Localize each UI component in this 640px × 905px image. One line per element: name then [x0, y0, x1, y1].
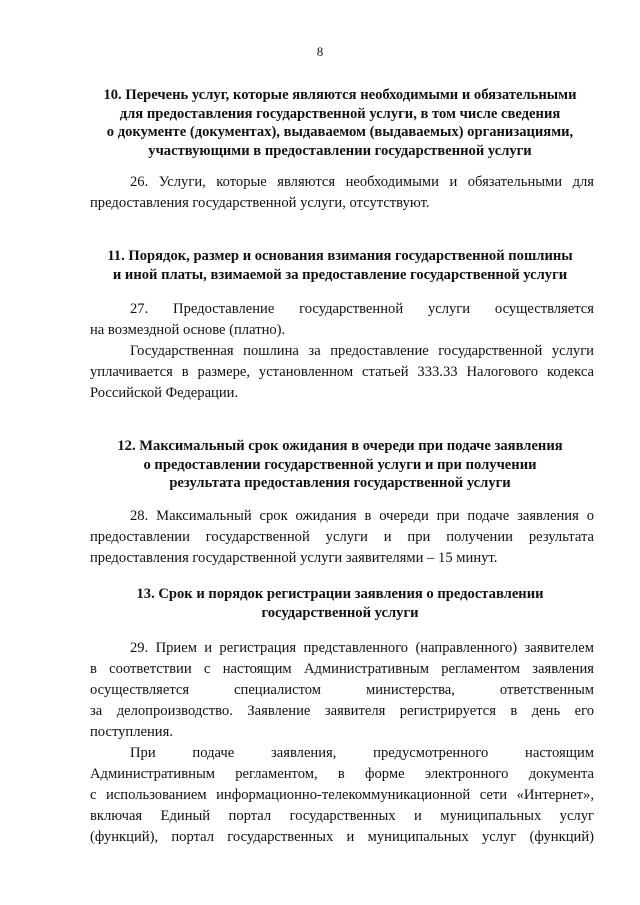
text-line: (функций), портал государственных и муниципальных услуг (функций): [90, 829, 594, 845]
text-line: поступления.: [90, 724, 173, 740]
section-11-heading: [80, 247, 600, 284]
text-line: 26. Услуги, которые являются необходимыми и обязательными для: [130, 174, 594, 190]
text-line: Административным регламентом, в форме электронного документа: [90, 766, 594, 782]
paragraph-26: [90, 172, 594, 214]
text-line: 28. Максимальный срок ожидания в очереди при подаче заявления о: [130, 508, 594, 524]
text-line: предоставлении государственной услуги и при получении результата: [90, 529, 594, 545]
text-line: Российской Федерации.: [90, 385, 239, 401]
section-13-heading: [80, 585, 600, 622]
paragraph-27: [90, 299, 594, 341]
text-line: предоставления государственной услуги заявителями – 15 минут.: [90, 550, 498, 566]
text-line: При подаче заявления, предусмотренного настоящим: [130, 745, 594, 761]
paragraph-29: [90, 638, 594, 743]
heading-line: о документе (документах), выдаваемом (выдаваемых) организациями,: [106, 124, 574, 140]
heading-line: результата предоставления государственной услуги: [169, 475, 511, 491]
paragraph-28: [90, 506, 594, 569]
heading-line: 10. Перечень услуг, которые являются необходимыми и обязательными: [103, 87, 577, 103]
text-line: за делопроизводство. Заявление заявителя регистрируется в день его: [90, 703, 594, 719]
page-number: 8: [316, 44, 324, 59]
text-line: уплачивается в размере, установленном статьей 333.33 Налогового кодекса: [90, 364, 594, 380]
heading-line: участвующими в предоставлении государственной услуги: [148, 142, 532, 159]
section-10-heading: [80, 86, 600, 160]
paragraph-27-fee: [90, 341, 594, 404]
heading-line: о предоставлении государственной услуги и при получении: [143, 456, 537, 473]
section-12-heading: [80, 437, 600, 493]
heading-line: 13. Срок и порядок регистрации заявления о предоставлении: [136, 586, 544, 602]
heading-line: 11. Порядок, размер и основания взимания государственной пошлины: [107, 248, 573, 264]
text-line: 29. Прием и регистрация представленного (направленного) заявителем: [130, 640, 594, 656]
heading-line: для предоставления государственной услуги, в том числе сведения: [119, 105, 561, 122]
text-line: 27. Предоставление государственной услуги осуществляется: [130, 301, 594, 317]
paragraph-29-electronic: [90, 743, 594, 848]
heading-line: 12. Максимальный срок ожидания в очереди при подаче заявления: [117, 438, 563, 454]
text-line: Государственная пошлина за предоставление государственной услуги: [130, 343, 594, 359]
text-line: предоставления государственной услуги, отсутствуют.: [90, 195, 430, 211]
heading-line: и иной платы, взимаемой за предоставление государственной услуги: [112, 266, 568, 283]
text-line: с использованием информационно-телекоммуникационной сети «Интернет»,: [90, 787, 594, 803]
text-line: осуществляется специалистом министерства, ответственным: [90, 682, 594, 698]
text-line: в соответствии с настоящим Административным регламентом заявления: [90, 661, 594, 677]
text-line: включая Единый портал государственных и муниципальных услуг: [90, 808, 594, 824]
heading-line: государственной услуги: [261, 604, 419, 621]
text-line: на возмездной основе (платно).: [90, 322, 286, 338]
